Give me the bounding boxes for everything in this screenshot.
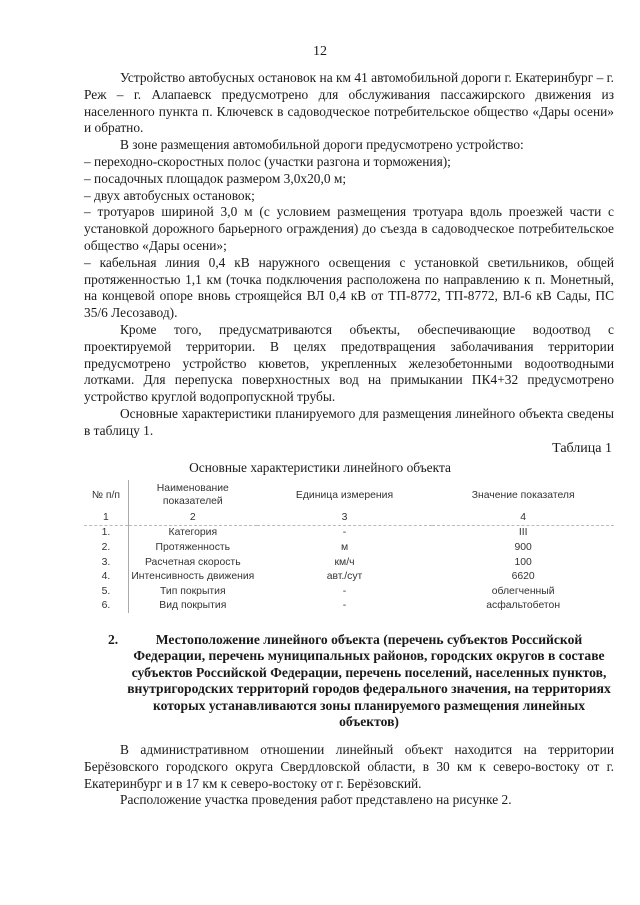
list-item: – посадочных площадок размером 3,0х20,0 м;: [84, 170, 347, 186]
cell: авт./сут: [326, 571, 363, 583]
page-number: 12: [313, 44, 327, 59]
header-cell: № п/п: [91, 489, 121, 501]
column-number: 4: [432, 510, 614, 525]
column-number-row: [84, 510, 614, 525]
table-title: Основные характеристики линейного объекта: [189, 460, 451, 475]
list-item: – кабельная линия 0,4 кВ наружного освещения с установкой светильников, общей протяженностью 1,1 км (точка подключения расположена по направлению к п. Монетный, на концевой опоре вновь строящейся ВЛ 0,4 кВ от ТП-8772, ТП-8772, ВЛ-6 кВ Сады, ПС 35/6 Лесозавод).: [84, 254, 614, 321]
table-row: [84, 599, 614, 614]
cell: Категория: [128, 525, 256, 540]
cell: облегченный: [491, 585, 555, 597]
table-row: [84, 525, 614, 540]
body-text-bottom: [84, 742, 614, 809]
cell: м: [340, 541, 349, 553]
table-header-row: [84, 480, 614, 510]
header-cell: Единица измерения: [295, 489, 394, 501]
list-item: – двух автобусных остановок;: [84, 187, 255, 203]
cell: 5.: [101, 585, 111, 597]
cell: Интенсивность движения: [128, 569, 256, 584]
paragraph: В административном отношении линейный объект находится на территории Берёзовского городского округа Свердловской области, в 30 км к северо-востоку от г. Екатеринбург и в 17 км к северо-востоку от г. Берёзовский.: [84, 742, 614, 791]
table-row: [84, 569, 614, 584]
cell: асфальтобетон: [486, 600, 561, 612]
cell: III: [518, 527, 528, 539]
paragraph: В зоне размещения автомобильной дороги предусмотрено устройство:: [120, 137, 524, 153]
table-row: [84, 584, 614, 599]
cell: 2.: [101, 541, 111, 553]
paragraph: Расположение участка проведения работ представлено на рисунке 2.: [120, 792, 512, 808]
characteristics-table: [84, 480, 614, 613]
cell: -: [342, 585, 347, 597]
section-number: 2.: [108, 632, 119, 647]
header-cell: Значение показателя: [471, 489, 575, 501]
cell: 3.: [101, 556, 111, 568]
cell: -: [342, 600, 347, 612]
cell: 4.: [101, 571, 111, 583]
column-number: 1: [84, 510, 128, 525]
paragraph: Устройство автобусных остановок на км 41 автомобильной дороги г. Екатеринбург – г. Реж – г. Алапаевск предусмотрено для обслуживания пассажирского движения из населенного пункта п. Ключевск в садоводческое потребительское общество «Дары осени» и обратно.: [84, 70, 614, 136]
cell: Протяженность: [128, 540, 256, 555]
section-heading: [84, 632, 614, 730]
cell: 1.: [101, 527, 111, 539]
body-text-top: [84, 70, 614, 440]
cell: 100: [514, 556, 532, 568]
column-number: 3: [257, 510, 433, 525]
table-caption: Таблица 1: [552, 441, 612, 456]
table-row: [84, 540, 614, 555]
header-cell: Наименование показателей: [128, 480, 256, 510]
cell: 6.: [101, 600, 111, 612]
cell: Вид покрытия: [128, 599, 256, 614]
paragraph: Основные характеристики планируемого для размещения линейного объекта сведены в таблицу 1.: [84, 405, 614, 438]
column-number: 2: [128, 510, 256, 525]
cell: Тип покрытия: [128, 584, 256, 599]
paragraph: Кроме того, предусматриваются объекты, обеспечивающие водоотвод с проектируемой территории. В целях предотвращения заболачивания территории предусмотрено устройство кюветов, укрепленных железобетонными водоотводными лотками. Для перепуска поверхностных вод на примыкании ПК4+32 предусмотрено устройство круглой водопропускной трубы.: [84, 321, 614, 405]
cell: Расчетная скорость: [128, 555, 256, 570]
table-row: [84, 555, 614, 570]
section-title: Местоположение линейного объекта (перечень субъектов Российской Федерации, перечень муниципальных районов, городских округов в составе субъектов Российской Федерации, перечень поселений, населенных пунктов, внутригородских территорий городов федерального значения, на территориях которых устанавливаются зоны планируемого размещения линейных объектов): [127, 632, 611, 730]
cell: 6620: [511, 571, 535, 583]
list-item: – переходно-скоростных полос (участки разгона и торможения);: [84, 153, 451, 169]
list-item: – тротуаров шириной 3,0 м (с условием размещения тротуара вдоль проезжей части с установкой дорожного барьерного ограждения) до съезда в садоводческое потребительское общество «Дары осени»;: [84, 204, 614, 253]
cell: 900: [514, 541, 532, 553]
cell: км/ч: [334, 556, 355, 568]
cell: -: [342, 527, 347, 539]
